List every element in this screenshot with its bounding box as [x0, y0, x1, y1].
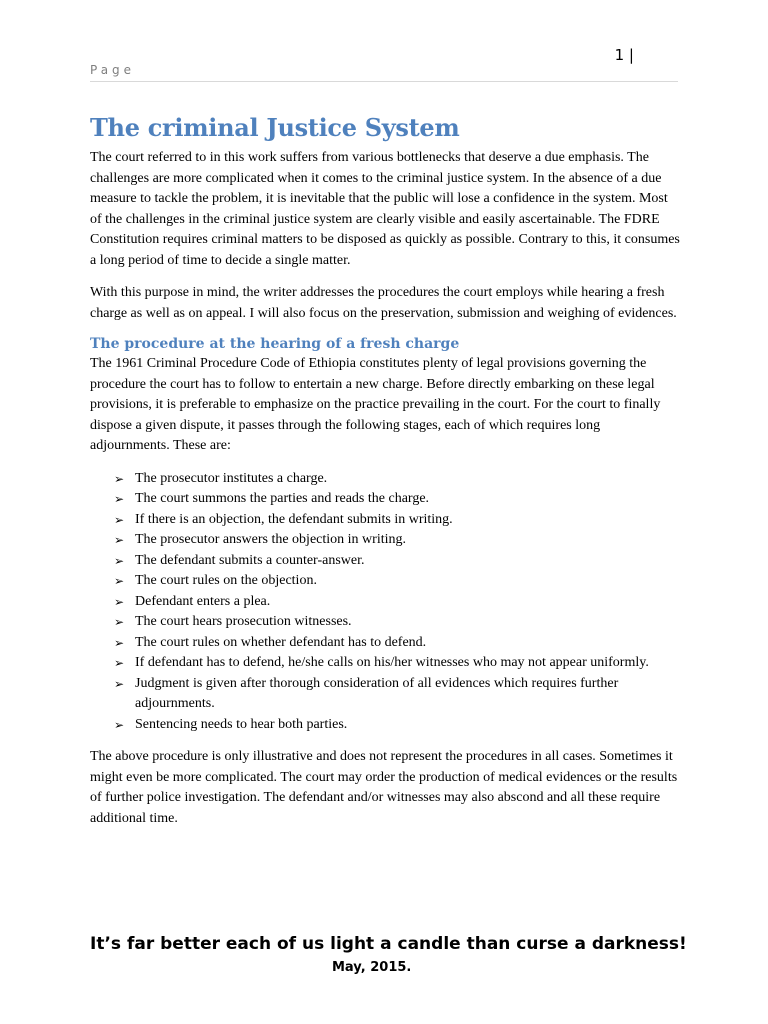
- paragraph-intro: The court referred to in this work suffers from various bottlenecks that deserve a due emphasis. The challenges are more complicated when it comes to the criminal justice system. In the absence of a due measure to tackle the problem, it is inevitable that the public will lose a confidence in the system. Most of the challenges in the criminal justice system are clearly visible and easily ascertainable. The FDRE Constitution requires criminal matters to be disposed as quickly as possible. Contrary to this, it consumes a long period of time to decide a single matter.: [90, 150, 680, 268]
- list-item-text: The defendant submits a counter-answer.: [135, 552, 365, 568]
- list-item-text: If there is an objection, the defendant submits in writing.: [135, 511, 453, 527]
- list-item: [114, 489, 682, 510]
- section-heading: The procedure at the hearing of a fresh charge: [90, 336, 460, 352]
- closing-paragraph: The above procedure is only illustrative and does not represent the procedures in all cases. Sometimes it might even be more complicated. The court may order the production of medical evidences or the results of further police investigation. The defendant and/or witnesses may also abscond and all these require additional time.: [90, 749, 678, 826]
- footer-date: May, 2015.: [332, 960, 412, 975]
- paragraph-purpose: With this purpose in mind, the writer addresses the procedures the court employs while hearing a fresh charge as well as on appeal. I will also focus on the preservation, submission and weighing of evidences.: [90, 285, 677, 321]
- list-item: [114, 530, 682, 551]
- list-item: [114, 653, 682, 674]
- list-item: [114, 612, 682, 633]
- document-body: [90, 113, 682, 841]
- list-item-text: The court rules on whether defendant has to defend.: [135, 634, 427, 650]
- arrow-bullet-icon: ➢: [114, 615, 125, 629]
- page-header: [90, 44, 678, 82]
- arrow-bullet-icon: ➢: [114, 512, 125, 527]
- list-item-text: The court hears prosecution witnesses.: [135, 614, 352, 629]
- list-item: [114, 551, 682, 572]
- arrow-bullet-icon: ➢: [114, 492, 125, 506]
- arrow-bullet-icon: ➢: [114, 717, 125, 732]
- list-item-text: The court rules on the objection.: [135, 573, 317, 588]
- arrow-bullet-icon: ➢: [114, 533, 125, 547]
- list-item-text: The prosecutor institutes a charge.: [135, 470, 328, 486]
- arrow-bullet-icon: ➢: [114, 574, 125, 588]
- footer-quote: It’s far better each of us light a candle than curse a darkness!: [90, 934, 687, 954]
- list-item-text: Defendant enters a plea.: [135, 593, 271, 609]
- arrow-bullet-icon: ➢: [114, 471, 125, 486]
- list-item: [114, 510, 682, 531]
- list-item: [114, 571, 682, 592]
- arrow-bullet-icon: ➢: [114, 635, 125, 650]
- page-label: Page: [90, 63, 136, 77]
- list-item-text: The court summons the parties and reads the charge.: [135, 491, 430, 506]
- list-item-text: Judgment is given after thorough consideration of all evidences which requires further adjournments.: [135, 675, 619, 711]
- list-item-text: Sentencing needs to hear both parties.: [135, 716, 348, 732]
- list-item-text: The prosecutor answers the objection in writing.: [135, 532, 406, 547]
- arrow-bullet-icon: ➢: [114, 594, 125, 609]
- list-item-text: If defendant has to defend, he/she calls on his/her witnesses who may not appear uniformly.: [135, 655, 649, 670]
- list-item: [114, 633, 682, 654]
- stages-list: [90, 469, 682, 736]
- document-title: The criminal Justice System: [90, 113, 460, 142]
- list-item: [114, 674, 682, 715]
- page-number: 1 |: [614, 46, 634, 64]
- arrow-bullet-icon: ➢: [114, 676, 125, 691]
- section-intro: The 1961 Criminal Procedure Code of Ethiopia constitutes plenty of legal provisions governing the procedure the court has to follow to entertain a new charge. Before directly embarking on these legal provisions, it is preferable to emphasize on the practice prevailing in the court. For the court to finally dispose a given dispute, it passes through the following stages, each of which requires long adjournments. These are:: [90, 356, 661, 453]
- arrow-bullet-icon: ➢: [114, 656, 125, 670]
- arrow-bullet-icon: ➢: [114, 553, 125, 568]
- list-item: [114, 592, 682, 613]
- list-item: [114, 469, 682, 490]
- list-item: [114, 715, 682, 736]
